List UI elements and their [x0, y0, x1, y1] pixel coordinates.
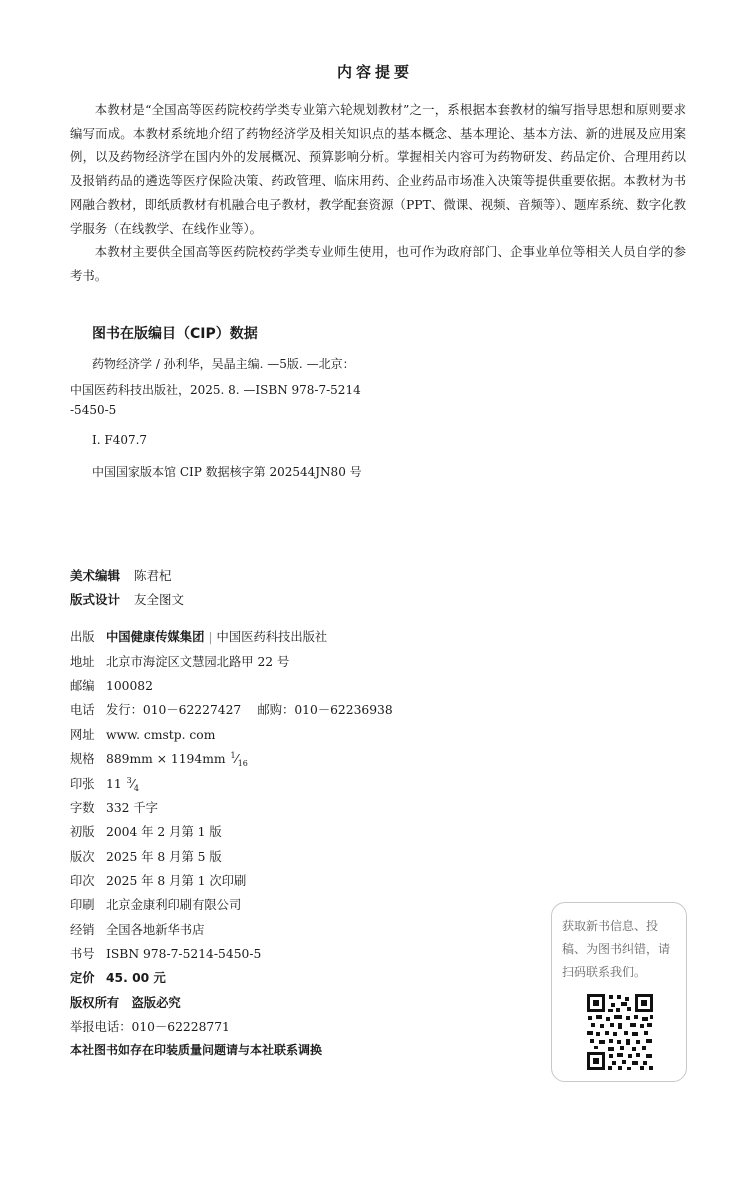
info-value: 010－62228771 [131, 1020, 230, 1034]
info-label: 印刷 [70, 898, 95, 912]
summary-paragraph: 本教材是“全国高等医药院校药学类专业第六轮规划教材”之一，系根据本套教材的编写指导思想和原则要求编写而成。本教材系统地介绍了药物经济学及相关知识点的基本概念、基本理论、基本方法、新的进展及应用案例，以及药物经济学在国内外的发展概况、预算影响分析。掌握相关内容可为药物研发、药品定价、合理用药以及报销药品的遴选等医疗保险决策、药政管理、临床用药、企业药品市场准入决策等提供重要依据。本教材为书网融合教材，即纸质教材有机融合电子教材，教学配套资源（PPT、微课、视频、音频等）、题库系统、数字化教学服务（在线教学、在线作业等）。 [70, 102, 686, 236]
cip-heading: 图书在版编目（CIP）数据 [92, 326, 258, 342]
info-label: 印次 [70, 874, 95, 888]
info-value: 889mm × 1194mm [106, 752, 226, 766]
info-size [70, 749, 248, 768]
info-value: 11 [106, 777, 122, 791]
info-label: 字数 [70, 801, 95, 815]
info-isbn [70, 944, 261, 962]
info-value: 发行：010－62227427 邮购：010－62236938 [106, 703, 393, 717]
qr-card-text: 获取新书信息、投稿、为图书纠错，请扫码联系我们。 [562, 919, 671, 979]
info-value: 100082 [106, 679, 153, 693]
summary-section [70, 98, 686, 288]
credit-label: 美术编辑 [70, 568, 121, 583]
info-label: 版次 [70, 850, 95, 864]
info-label: 地址 [70, 655, 95, 669]
info-phone [70, 700, 393, 718]
page-title: 内容提要 [336, 63, 413, 81]
info-publisher [70, 627, 327, 645]
credit-label: 版式设计 [70, 592, 121, 607]
info-value: 45. 00 元 [106, 971, 166, 985]
credit-layout [70, 590, 184, 608]
credit-art-editor [70, 566, 172, 584]
info-value: 2025 年 8 月第 1 次印刷 [106, 874, 247, 888]
info-value: 北京市海淀区文慧园北路甲 22 号 [106, 655, 290, 669]
info-address [70, 652, 289, 670]
cip-line: -5450-5 [70, 403, 117, 417]
info-label: 书号 [70, 947, 95, 961]
info-label: 规格 [70, 752, 95, 766]
info-label: 举报电话： [70, 1020, 132, 1034]
info-printer [70, 895, 241, 913]
info-value: 2025 年 8 月第 5 版 [106, 850, 222, 864]
info-value: www. cmstp. com [106, 728, 216, 742]
info-price [70, 968, 166, 986]
info-label: 初版 [70, 825, 95, 839]
info-first-edition [70, 822, 222, 840]
fraction-numerator: 1 [230, 751, 236, 760]
info-printing [70, 871, 246, 889]
info-value: 332 千字 [106, 801, 158, 815]
credit-value: 陈君杞 [134, 568, 172, 583]
info-label: 经销 [70, 923, 95, 937]
cip-classification: Ⅰ. F407.7 [92, 433, 148, 447]
cip-line: 中国医药科技出版社，2025. 8. —ISBN 978-7-5214 [70, 383, 361, 397]
credit-value: 友全图文 [134, 592, 185, 607]
info-label: 出版 [70, 630, 95, 644]
summary-paragraph: 本教材主要供全国高等医药院校药学类专业师生使用，也可作为政府部门、企事业单位等相关人员自学的参考书。 [70, 244, 686, 283]
fraction-numerator: 3 [126, 776, 132, 785]
info-website [70, 725, 215, 743]
publisher-separator: | [208, 630, 213, 644]
info-value: ISBN 978-7-5214-5450-5 [106, 947, 262, 961]
fraction-slash: ⁄ [235, 752, 238, 766]
cip-record-number: 中国国家版本馆 CIP 数据核字第 202544JN80 号 [92, 465, 362, 479]
info-value: 2004 年 2 月第 1 版 [106, 825, 222, 839]
info-words [70, 798, 158, 816]
qr-card [551, 902, 687, 1082]
quality-notice: 本社图书如存在印装质量问题请与本社联系调换 [70, 1043, 323, 1057]
info-report-phone [70, 1017, 230, 1035]
info-edition [70, 847, 222, 865]
qr-code-icon[interactable] [586, 993, 654, 1071]
info-distributor [70, 920, 204, 938]
info-sheets [70, 774, 139, 793]
fraction-denominator: 4 [133, 784, 139, 793]
publisher-name: 中国医药科技出版社 [216, 630, 328, 644]
info-label: 邮编 [70, 679, 95, 693]
info-postcode [70, 676, 153, 694]
info-value: 北京金康利印刷有限公司 [106, 898, 242, 912]
info-label: 印张 [70, 777, 95, 791]
publisher-group: 中国健康传媒集团 [106, 629, 205, 644]
info-label: 网址 [70, 728, 95, 742]
fraction-slash: ⁄ [131, 777, 134, 791]
info-label: 电话 [70, 703, 95, 717]
fraction-denominator: 16 [237, 759, 248, 768]
cip-line: 药物经济学 / 孙利华，吴晶主编. —5版. —北京： [92, 357, 355, 371]
info-value: 全国各地新华书店 [106, 923, 205, 937]
copyright-notice: 版权所有 盗版必究 [70, 996, 181, 1010]
info-label: 定价 [70, 971, 95, 985]
